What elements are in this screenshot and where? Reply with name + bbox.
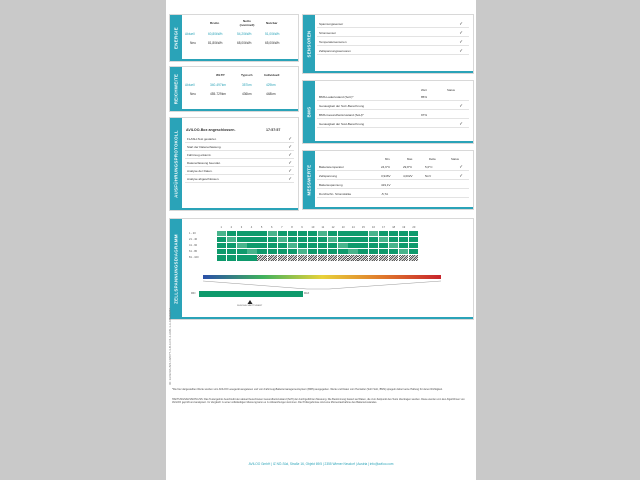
column-number: 12 [331, 226, 335, 229]
check-icon: ✓ [459, 20, 463, 26]
protokoll-item: Datenerfassung beendet. ✓ [185, 159, 294, 167]
cell-voltage [328, 243, 337, 248]
scale-average-label: DURCHSCHNITTSWERT [237, 305, 263, 307]
cell-voltage [338, 231, 347, 236]
scale-min-label: MIN [191, 292, 196, 295]
messwerte-tab: MESSWERTE [303, 151, 315, 209]
messwerte-header-status: Status [451, 157, 459, 161]
bms-header-wert: Wert [421, 88, 427, 92]
reichweite-value: 340-497km [210, 83, 226, 87]
cell-voltage [308, 249, 317, 254]
empty-cell [288, 255, 297, 260]
energie-header-brutto: Brutto [210, 21, 220, 25]
empty-cell [298, 255, 307, 260]
cell-voltage [257, 231, 266, 236]
cell-voltage [288, 231, 297, 236]
bms-item: BMS-Gesundheitszustand (SoH)* 97% [317, 111, 469, 119]
reichweite-section [169, 66, 299, 112]
cell-voltage [257, 249, 266, 254]
energie-section [169, 14, 299, 62]
cell-voltage [237, 237, 246, 242]
cell-voltage [227, 231, 236, 236]
cell-voltage [389, 243, 398, 248]
bms-item: Genauigkeit der SoC-Berechnung ✓ [317, 102, 469, 110]
empty-cell [389, 255, 398, 260]
energie-value: 54,20kWh [237, 32, 252, 36]
bms-item: Genauigkeit der SoH-Berechnung ✓ [317, 120, 469, 128]
energie-label-aktuell: Aktuell [185, 32, 195, 36]
column-number: 19 [402, 226, 406, 229]
cell-voltage [338, 243, 347, 248]
diagramm-row-label: 41 - 60 [189, 244, 198, 247]
column-number: 2 [230, 226, 233, 229]
average-marker-icon [248, 300, 253, 304]
cell-voltage [257, 237, 266, 242]
column-number: 10 [311, 226, 315, 229]
cell-voltage [389, 231, 398, 236]
column-number: 1 [220, 226, 222, 229]
column-number: 20 [412, 226, 416, 229]
protokoll-item: Start der Datenerfassung. ✓ [185, 143, 294, 151]
cell-voltage [237, 249, 246, 254]
cell-voltage [399, 249, 408, 254]
cell-voltage [257, 243, 266, 248]
column-number: 17 [382, 226, 385, 229]
reichweite-label-aktuell: Aktuell [185, 83, 195, 87]
reichweite-header-typisch: Typisch [241, 73, 253, 77]
protokoll-item: Analyse der Daten. ✓ [185, 167, 294, 175]
cell-voltage [399, 237, 408, 242]
reichweite-value: 455-729km [210, 92, 226, 96]
cell-voltage [227, 255, 236, 260]
reichweite-header-individuell: Individuell [264, 73, 280, 77]
cell-voltage [298, 231, 307, 236]
sensor-item: Zellspannungssensoren ✓ [317, 47, 469, 55]
diagramm-accent-bar [170, 317, 473, 319]
cell-voltage [318, 237, 327, 242]
sensor-item: Temperatursensoren ✓ [317, 38, 469, 46]
protokoll-item: Fahrzeug erkannt. ✓ [185, 151, 294, 159]
cell-voltage [227, 249, 236, 254]
sensoren-accent-bar [303, 71, 473, 73]
cell-voltage [268, 237, 277, 242]
cell-voltage [298, 243, 307, 248]
column-number: 4 [250, 226, 253, 229]
cell-voltage [409, 231, 418, 236]
scale-zoom-lines [203, 281, 441, 289]
cell-voltage [399, 231, 408, 236]
reichweite-value: 436km [242, 92, 252, 96]
sensoren-section [302, 14, 474, 74]
cell-voltage [399, 243, 408, 248]
messwerte-section [302, 150, 474, 210]
check-icon: ✓ [459, 172, 463, 178]
cell-voltage [217, 255, 226, 260]
protokoll-accent-bar [170, 208, 298, 210]
scale-zoom-bar [199, 291, 303, 297]
messwerte-header-max: Max. [407, 157, 414, 161]
cell-voltage [278, 249, 287, 254]
energie-value: 60,80kWh [208, 32, 223, 36]
reichweite-value: 448km [266, 92, 276, 96]
messwerte-header-min: Min. [385, 157, 391, 161]
cell-voltage [348, 249, 357, 254]
check-icon: ✓ [459, 38, 463, 44]
column-number: 15 [361, 226, 365, 229]
cell-voltage [409, 249, 418, 254]
column-number: 3 [240, 226, 243, 229]
column-number: 18 [392, 226, 396, 229]
energie-value: 51,00kWh [265, 32, 280, 36]
cell-voltage [369, 237, 378, 242]
empty-cell [379, 255, 388, 260]
column-number: 16 [372, 226, 375, 229]
cell-voltage [247, 249, 256, 254]
scale-gradient [203, 275, 441, 279]
check-icon: ✓ [459, 163, 463, 169]
cell-voltage [227, 243, 236, 248]
cell-voltage [308, 237, 317, 242]
messwerte-row: Batterietemperatur 24,9°C 29,8°C 5,0°C ✓ [317, 163, 469, 171]
cell-voltage [409, 237, 418, 242]
check-icon: ✓ [288, 143, 292, 149]
cell-voltage [268, 243, 277, 248]
check-icon: ✓ [288, 167, 292, 173]
bms-item: BMS-Ladezustand (SoC)* 85% [317, 93, 469, 101]
cell-voltage [237, 231, 246, 236]
cell-voltage [247, 243, 256, 248]
check-icon: ✓ [288, 159, 292, 165]
energie-header-nutzbar: Nutzbar [266, 21, 278, 25]
cell-voltage [237, 255, 246, 260]
bms-tab: BMS [303, 81, 315, 143]
sensor-item: Stromsensor ✓ [317, 29, 469, 37]
reichweite-accent-bar [170, 109, 298, 111]
energie-accent-bar [170, 59, 298, 61]
cell-voltage [389, 237, 398, 242]
footnote-bms: *Die hier dargestellten Werte wurden vom AVILOO Lesegerät ausgelesen und vom Fahrzeug-Batteriemanagementsystem (BMS) ausgegeben. Werte und Daten vom Hersteller (Soh/ SoC, BMS) spiegeln daher keine Haftung für deren Richtigkeit. [172, 388, 443, 391]
sensoren-tab: SENSOREN [303, 15, 315, 73]
cell-voltage [288, 243, 297, 248]
sensor-item: Spannungssensor ✓ [317, 20, 469, 28]
cell-voltage [379, 243, 388, 248]
cell-voltage [348, 231, 357, 236]
energie-label-neu: Neu [190, 41, 196, 45]
protokoll-header-time: 17:57:57 [266, 128, 281, 132]
column-number: 5 [260, 226, 263, 229]
empty-cell [328, 255, 337, 260]
protokoll-item: FLASH-Test gestartet. ✓ [185, 135, 294, 143]
column-number: 6 [271, 226, 273, 229]
check-icon: ✓ [459, 29, 463, 35]
report-page [166, 0, 476, 480]
cell-voltage [278, 231, 287, 236]
cell-voltage [308, 231, 317, 236]
messwerte-header-delta: Delta [429, 157, 436, 161]
energie-value: 65,00kWh [265, 41, 280, 45]
cell-voltage [379, 249, 388, 254]
cell-voltage [217, 237, 226, 242]
diagramm-row-label: 21 - 40 [189, 238, 198, 241]
bms-accent-bar [303, 141, 473, 143]
reichweite-tab: REICHWEITE [170, 67, 182, 111]
cell-voltage [409, 243, 418, 248]
cell-voltage [369, 243, 378, 248]
cell-voltage [217, 231, 226, 236]
cell-voltage [348, 243, 357, 248]
cell-voltage [379, 231, 388, 236]
energie-header-netto: Netto (nominell) [239, 19, 255, 27]
cell-voltage [298, 249, 307, 254]
empty-cell [308, 255, 317, 260]
empty-cell [348, 255, 357, 260]
reichweite-label-neu: Neu [190, 92, 196, 96]
cell-voltage [288, 249, 297, 254]
cell-voltage [217, 243, 226, 248]
protokoll-item: Analyse abgeschlossen. ✓ [185, 175, 294, 183]
empty-cell [338, 255, 347, 260]
scale-max-label: MAX [304, 292, 310, 295]
energie-value: 68,00kWh [237, 41, 252, 45]
cell-voltage [358, 237, 367, 242]
cell-voltage [328, 231, 337, 236]
cell-voltage [278, 237, 287, 242]
check-icon: ✓ [288, 175, 292, 181]
column-number: 13 [341, 226, 345, 229]
cell-voltage [338, 237, 347, 242]
cell-voltage [318, 243, 327, 248]
check-icon: ✓ [288, 135, 292, 141]
cell-voltage [369, 249, 378, 254]
cell-voltage [358, 243, 367, 248]
cell-voltage [358, 249, 367, 254]
cell-voltage [379, 237, 388, 242]
messwerte-accent-bar [303, 207, 473, 209]
bms-section [302, 80, 474, 144]
empty-cell [358, 255, 367, 260]
cell-voltage [348, 237, 357, 242]
check-icon: ✓ [459, 47, 463, 53]
voltage-scale [197, 273, 447, 313]
column-number: 11 [321, 226, 325, 229]
empty-cell [257, 255, 266, 260]
protokoll-section [169, 117, 299, 211]
protokoll-header-status: AVILOO-Box angeschlossen. [186, 128, 236, 132]
vertical-document-code: ID: 1/2/3/4/A-B/4-10/0/77-4-B-4-C6-4-A0/0-1-A-0-B-0/0/77 [168, 308, 172, 385]
empty-cell [399, 255, 408, 260]
reichweite-value: 429km [266, 83, 276, 87]
messwerte-row: Durchschn. Stromstärke -5,7A [317, 190, 469, 198]
cell-voltage [318, 231, 327, 236]
check-icon: ✓ [459, 102, 463, 108]
cell-voltage [268, 231, 277, 236]
cell-voltage [278, 243, 287, 248]
check-icon: ✓ [288, 151, 292, 157]
cell-voltage [389, 249, 398, 254]
cell-voltage [247, 231, 256, 236]
cell-voltage [328, 237, 337, 242]
diagramm-row-label: 1 - 20 [189, 232, 196, 235]
reichweite-value: 357km [242, 83, 252, 87]
cell-voltage [247, 237, 256, 242]
cell-voltage [369, 231, 378, 236]
cell-voltage [308, 243, 317, 248]
column-number: 14 [351, 226, 355, 229]
empty-cell [409, 255, 418, 260]
column-number: 9 [301, 226, 303, 229]
protokoll-tab: AUSFÜHRUNGSPROTOKOLL [170, 118, 182, 210]
cell-voltage [318, 249, 327, 254]
column-number: 8 [291, 226, 293, 229]
empty-cell [268, 255, 277, 260]
footnote-disclaimer: HAFTUNGSAUSSCHLUSS: Das Testergebnis beschreibt den aktuell berechneten Gesundheitszustand (SoH) der durchgeführten Messung. Die Bestimmung basiert auf Daten, die zum Zeitpunkt des Tests übertragen werden. Diese werden von den Algorithmen von AVILOO geprüft und analysiert. Im Vergleich zu einer vollständigen Messung kann es zu Abweichungen kommen. Die Prüfergebnisse sind eine Momentaufnahme des Batteriezustandes. [172, 398, 465, 405]
bms-header-status: Status [447, 88, 455, 92]
cell-voltage [328, 249, 337, 254]
empty-cell [318, 255, 327, 260]
energie-value: 81,80kWh [208, 41, 223, 45]
cell-voltage [358, 231, 367, 236]
cell-voltage [338, 249, 347, 254]
cell-voltage [217, 249, 226, 254]
column-number: 7 [281, 226, 283, 229]
empty-cell [278, 255, 287, 260]
cell-voltage [227, 237, 236, 242]
page-footer: AVILOO GmbH | IZ NÖ-Süd, Straße 16, Objekt 69/5 | 2355 Wiener Neudorf | Austria | info@aviloo.com [248, 462, 394, 466]
check-icon: ✓ [459, 120, 463, 126]
energie-tab: ENERGIE [170, 15, 182, 61]
empty-cell [369, 255, 378, 260]
diagramm-row-label: 81 - 100 [189, 256, 199, 259]
cell-voltage [268, 249, 277, 254]
diagramm-tab: ZELLSPANNUNGSDIAGRAMM [170, 219, 182, 319]
reichweite-header-wltp: WLTP [216, 73, 225, 77]
diagramm-row-label: 61 - 80 [189, 250, 198, 253]
cell-voltage [298, 237, 307, 242]
messwerte-row: Zellspannung 3,946V 4,002V 5mV ✓ [317, 172, 469, 180]
messwerte-row: Batteriespannung 419,1V [317, 181, 469, 189]
cell-voltage [247, 255, 256, 260]
cell-voltage [237, 243, 246, 248]
cell-voltage [288, 237, 297, 242]
